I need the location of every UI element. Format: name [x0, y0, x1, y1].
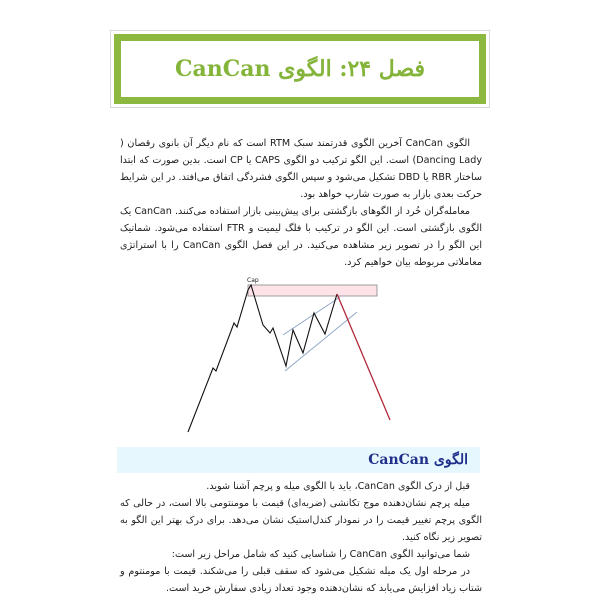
- price-path-line: [188, 285, 337, 432]
- section-paragraph: در مرحله اول یک میله تشکیل می‌شود که سقف قبلی را می‌شکند. قیمت با مومنتوم و شتاب زیاد افزایش می‌یابد که نشان‌دهنده وجود تعداد زیادی سفارش خرید است.: [120, 566, 482, 594]
- intro-paragraph: الگوی CanCan آخرین الگوی قدرتمند سبک RTM است که نام دیگر آن بانوی رقصان ( Dancing Lady) است. این الگو ترکیب دو الگوی CAPS یا CP است. بدین صورت که ابتدا ساختار RBR یا DBD تشکیل می‌شود و سپس الگوی فشردگی اتفاق می‌افتد. در این شرایط حرکت بعدی بازار به صورت شارپ خواهد بود.: [120, 138, 483, 200]
- chapter-title-frame: [110, 30, 490, 108]
- intro-text: [120, 135, 482, 271]
- section-paragraph: قبل از درک الگوی CanCan، باید با الگوی میله و پرچم آشنا شوید.: [206, 481, 470, 492]
- cancan-schematic-figure: [180, 270, 400, 440]
- section-paragraph: شما می‌توانید الگوی CanCan را شناسایی کنید که شامل مراحل زیر است:: [171, 549, 470, 560]
- cap-label: Cap: [247, 277, 259, 284]
- section-text: [120, 478, 482, 597]
- section-paragraph: میله پرچم نشان‌دهنده موج تکانشی (ضربه‌ای) قیمت با مومنتومی بالا است، در حالی که الگوی پرچم تغییر قیمت را در نمودار کندل‌استیک نشان می‌دهد. برای درک بهتر این الگو به تصویر زیر نگاه کنید.: [120, 498, 482, 543]
- bearish-drop-line: [337, 294, 390, 420]
- cap-zone: [248, 285, 377, 296]
- section-heading-band: [117, 447, 480, 473]
- channel-upper-line: [283, 297, 340, 335]
- section-title: الگوی CanCan: [368, 452, 468, 468]
- channel-lower-line: [285, 312, 357, 371]
- chapter-title-box: [114, 34, 486, 104]
- chapter-title: فصل ۲۴: الگوی CanCan: [174, 56, 426, 82]
- intro-paragraph: معامله‌گران خُرد از الگوهای بازگشتی برای پیش‌بینی بازار استفاده می‌کنند. CanCan یک الگوی بازگشتی است. این الگو در ترکیب با فلگ لیمیت و FTR استفاده می‌شود. شماتیک این الگو را در تصویر زیر مشاهده می‌کنید. در این فصل الگوی CanCan را با استراتژی معاملاتی مربوطه بیان خواهیم کرد.: [120, 206, 482, 268]
